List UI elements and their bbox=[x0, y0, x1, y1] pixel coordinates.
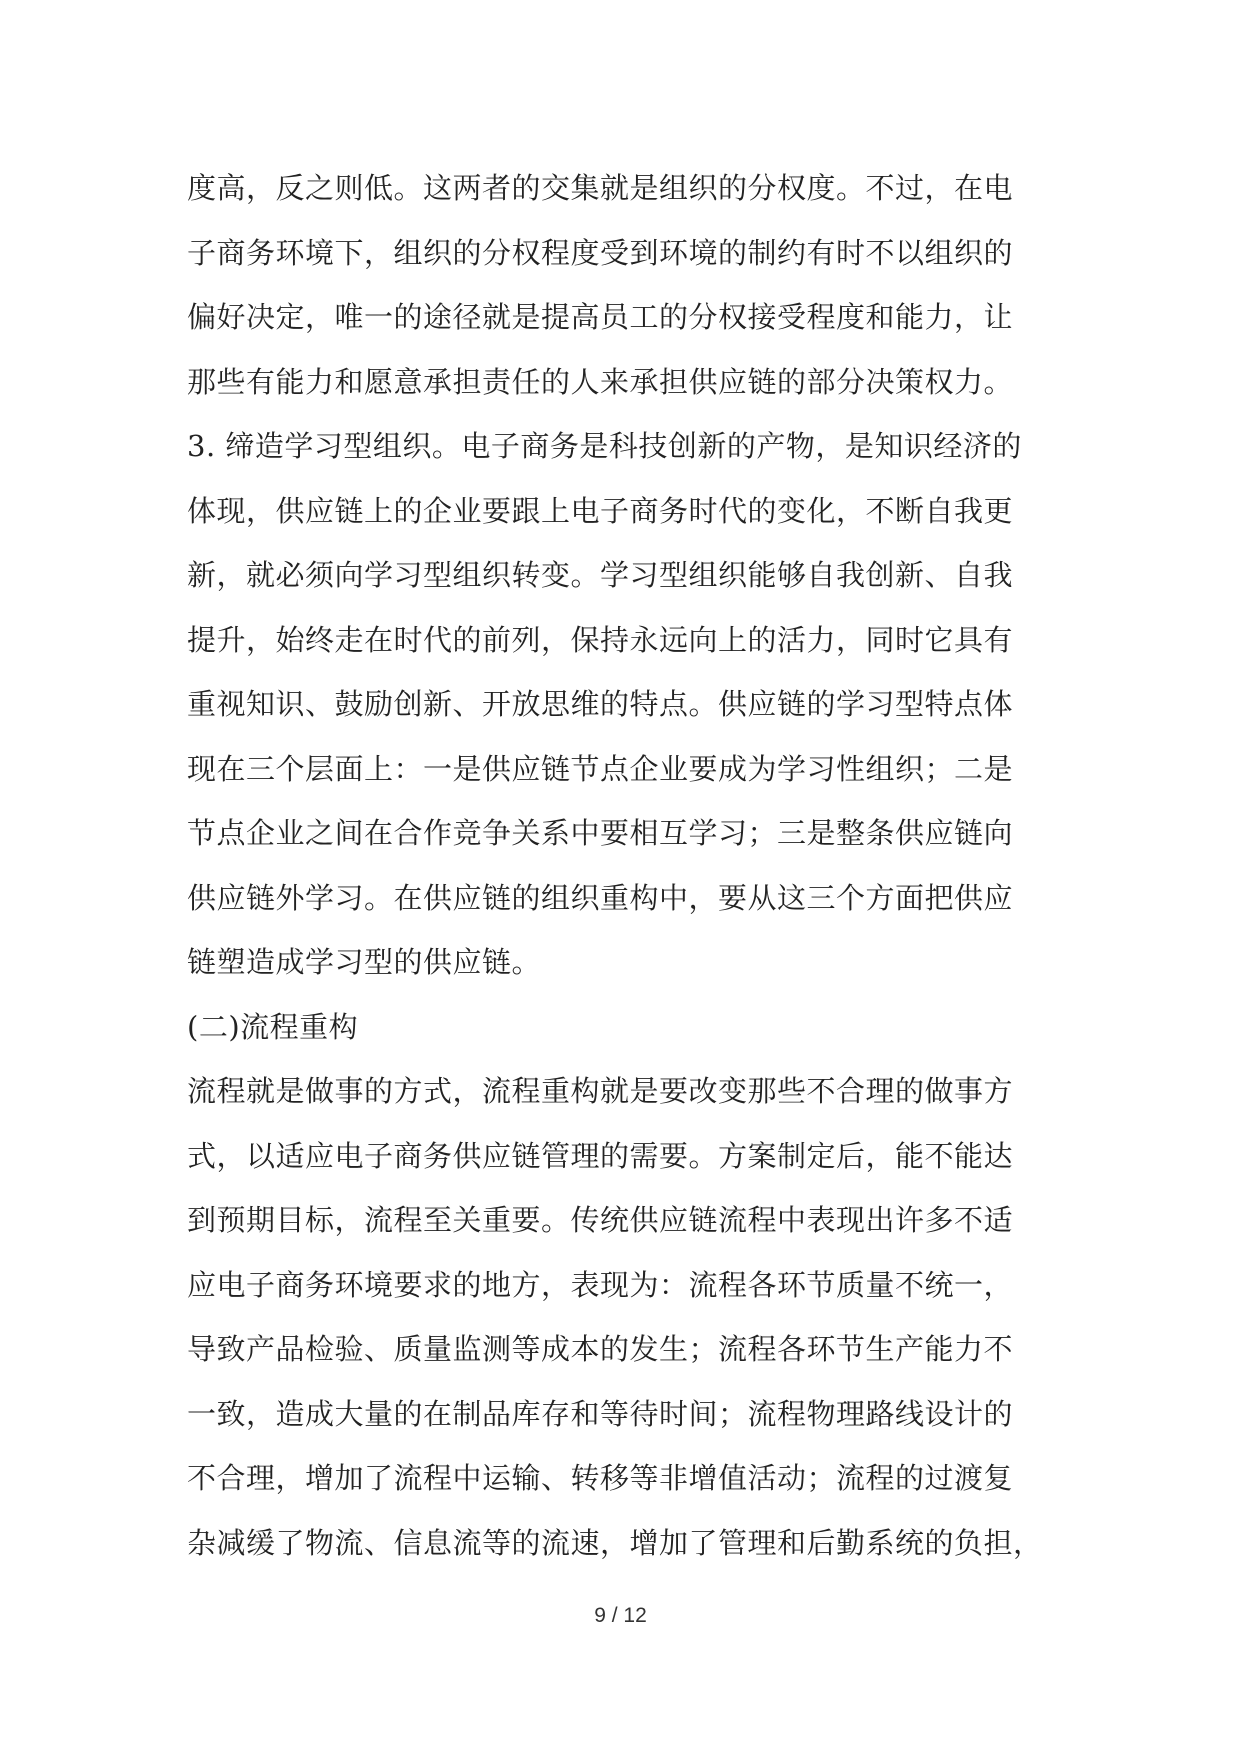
text-line: 子商务环境下，组织的分权程度受到环境的制约有时不以组织的 bbox=[187, 235, 1014, 270]
page-number: 9 / 12 bbox=[594, 1604, 647, 1627]
text-line: 杂减缓了物流、信息流等的流速，增加了管理和后勤系统的负担， bbox=[187, 1525, 1043, 1560]
text-line: 供应链外学习。在供应链的组织重构中，要从这三个方面把供应 bbox=[187, 880, 1014, 915]
text-line: 那些有能力和愿意承担责任的人来承担供应链的部分决策权力。 bbox=[187, 364, 1014, 399]
text-line: 一致，造成大量的在制品库存和等待时间；流程物理路线设计的 bbox=[187, 1396, 1014, 1431]
text-line: 偏好决定，唯一的途径就是提高员工的分权接受程度和能力，让 bbox=[187, 300, 1014, 334]
text-line: 度高，反之则低。这两者的交集就是组织的分权度。不过，在电 bbox=[187, 171, 1014, 205]
text-line: 导致产品检验、质量监测等成本的发生；流程各环节生产能力不 bbox=[187, 1332, 1014, 1366]
text-line: 节点企业之间在合作竞争关系中要相互学习；三是整条供应链向 bbox=[187, 816, 1014, 850]
text-line: 式，以适应电子商务供应链管理的需要。方案制定后，能不能达 bbox=[187, 1138, 1014, 1173]
section-heading: (二)流程重构 bbox=[187, 1009, 359, 1044]
text-line: 流程就是做事的方式，流程重构就是要改变那些不合理的做事方 bbox=[187, 1074, 1014, 1108]
text-line: 应电子商务环境要求的地方，表现为：流程各环节质量不统一， bbox=[187, 1267, 1014, 1302]
text-line: 3. 缔造学习型组织。电子商务是科技创新的产物，是知识经济的 bbox=[187, 429, 1022, 463]
text-line: 不合理，增加了流程中运输、转移等非增值活动；流程的过渡复 bbox=[187, 1461, 1014, 1495]
text-line: 重视知识、鼓励创新、开放思维的特点。供应链的学习型特点体 bbox=[187, 687, 1014, 721]
text-line: 到预期目标，流程至关重要。传统供应链流程中表现出许多不适 bbox=[187, 1203, 1014, 1237]
text-line: 链塑造成学习型的供应链。 bbox=[187, 945, 542, 979]
text-line: 提升，始终走在时代的前列，保持永远向上的活力，同时它具有 bbox=[187, 622, 1014, 657]
text-line: 体现，供应链上的企业要跟上电子商务时代的变化，不断自我更 bbox=[187, 493, 1014, 528]
document-body bbox=[187, 156, 1067, 1575]
text-line: 现在三个层面上：一是供应链节点企业要成为学习性组织；二是 bbox=[187, 751, 1014, 786]
text-line: 新，就必须向学习型组织转变。学习型组织能够自我创新、自我 bbox=[187, 558, 1014, 592]
